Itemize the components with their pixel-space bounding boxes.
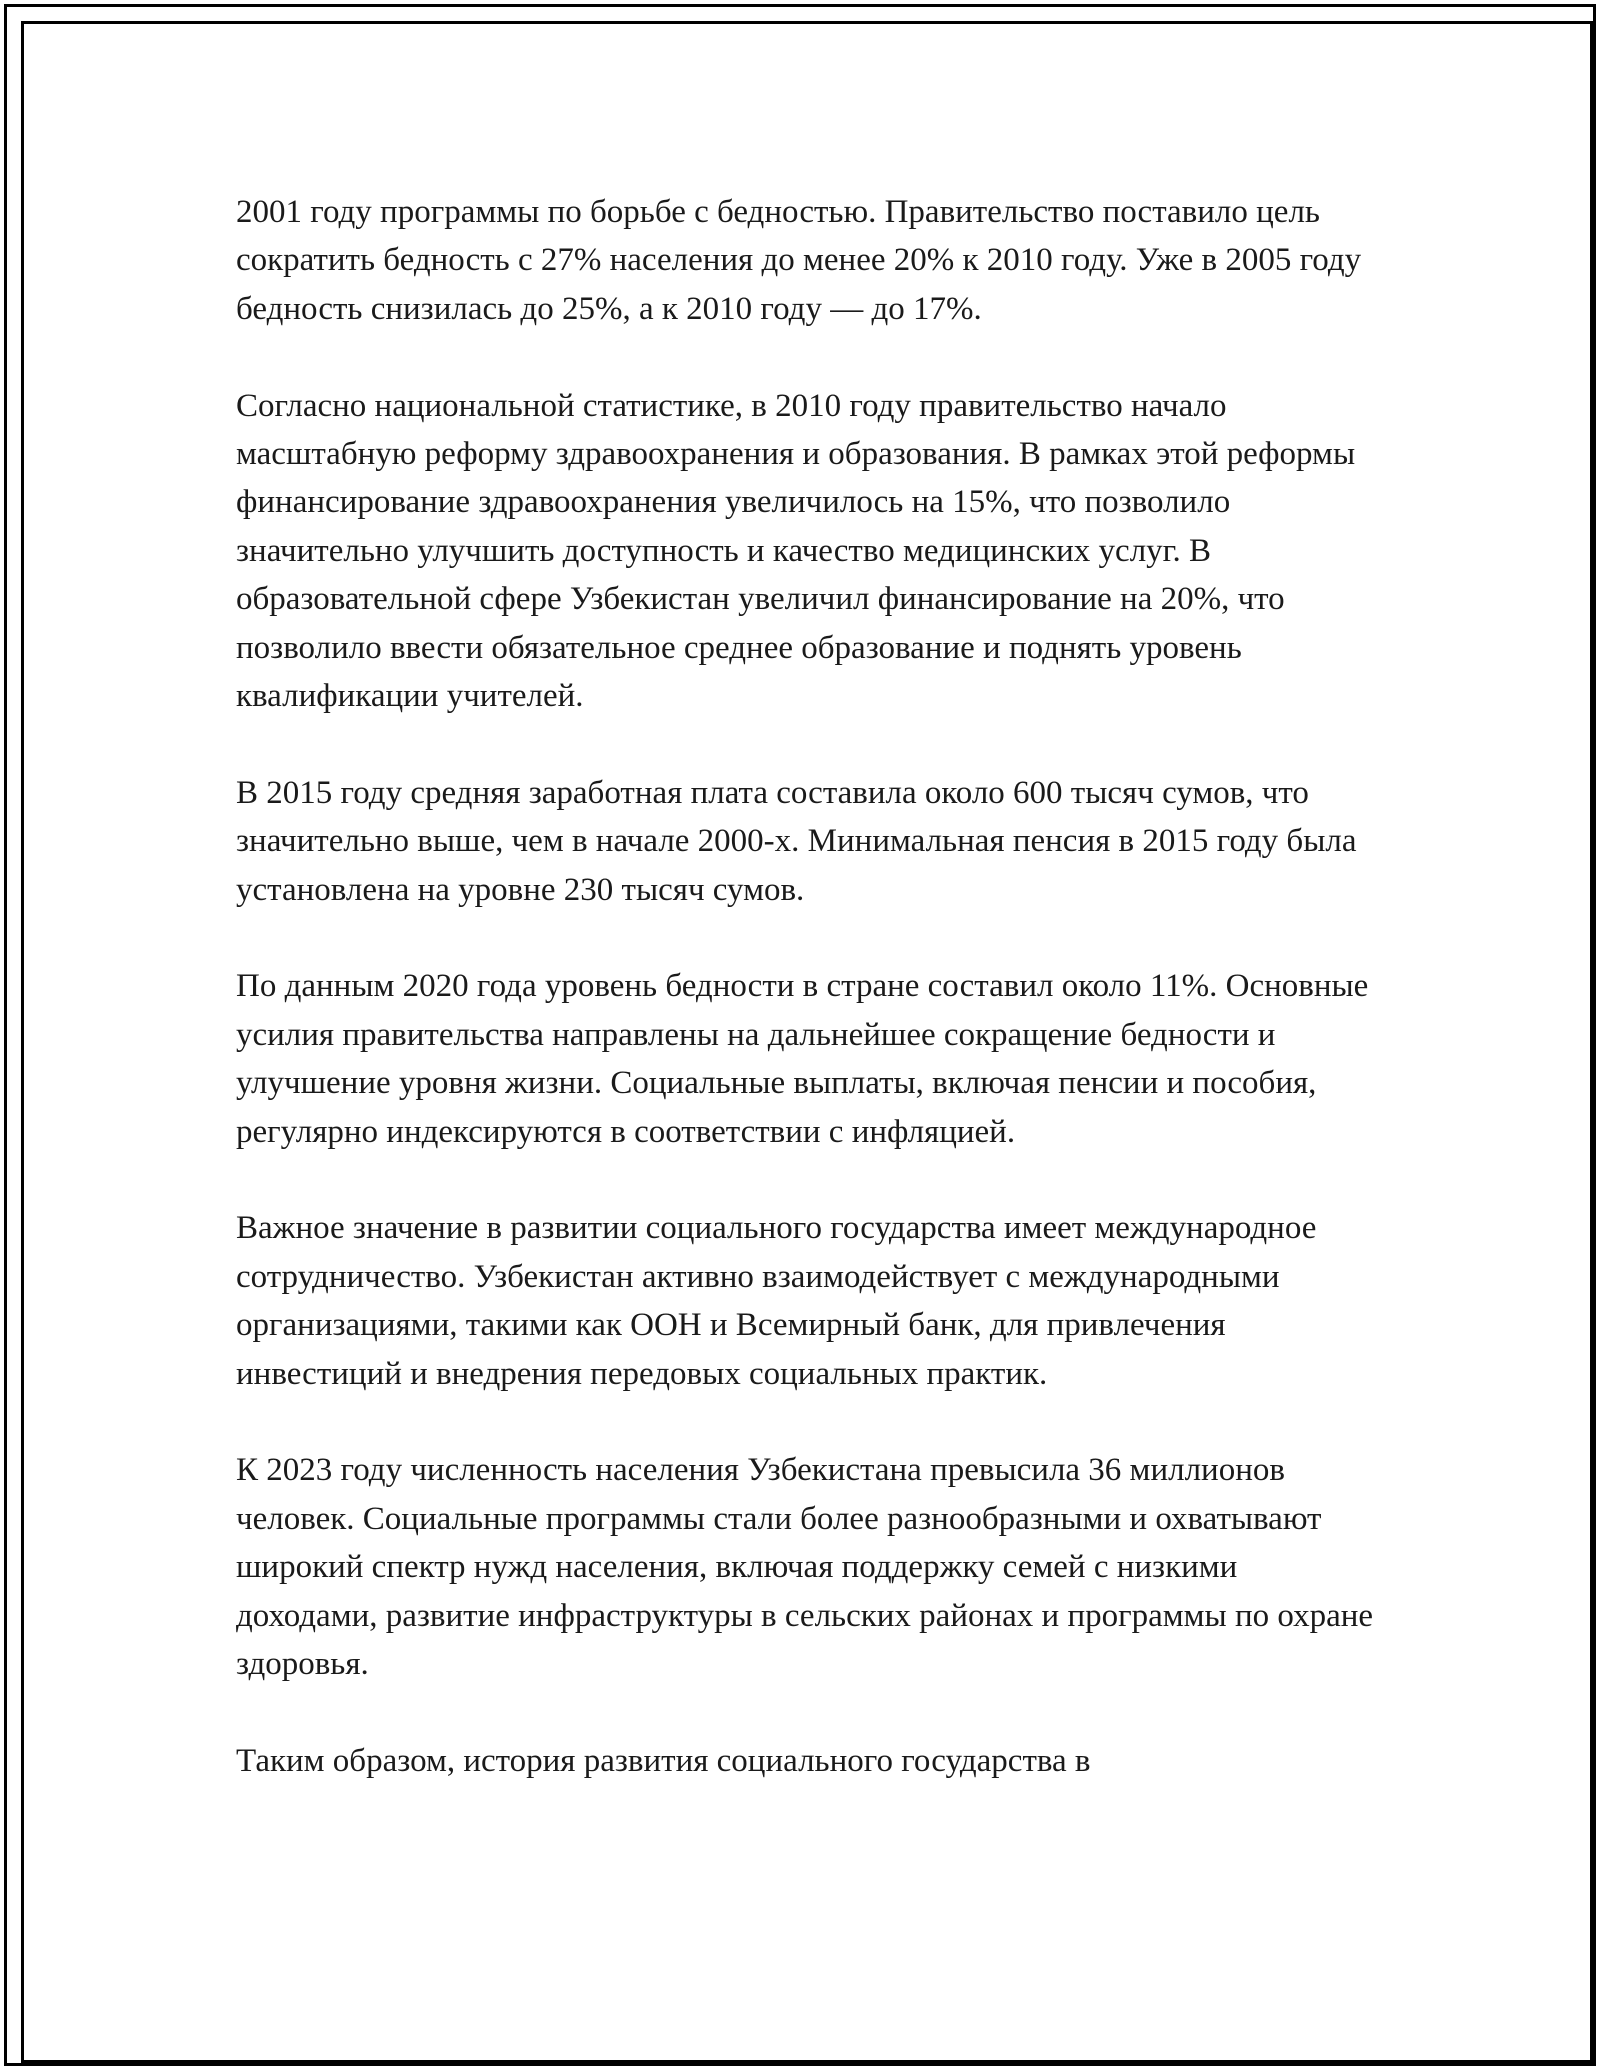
- document-body: [236, 188, 1386, 1785]
- paragraph-wages-pensions-2015: В 2015 году средняя заработная плата составила около 600 тысяч сумов, что значительно выше, чем в начале 2000-х. Минимальная пенсия в 2015 году была установлена на уровне 230 тысяч сумов.: [236, 774, 1357, 908]
- paragraph-population-2023: К 2023 году численность населения Узбекистана превысила 36 миллионов человек. Социальные программы стали более разнообразными и охватывают широкий спектр нужд населения, включая поддержку семей с низкими доходами, развитие инфраструктуры в сельских районах и программы по охране здоровья.: [236, 1452, 1374, 1683]
- paragraph-poverty-program: 2001 году программы по борьбе с бедностью. Правительство поставило цель сократить бедность с 27% населения до менее 20% к 2010 году. Уже в 2005 году бедность снизилась до 25%, а к 2010 году — до 17%.: [236, 194, 1362, 327]
- paragraph-international-cooperation: Важное значение в развитии социального государства имеет международное сотрудничество. Узбекистан активно взаимодействует с международными организациями, такими как ООН и Всемирный банк, для привлечения инвестиций и внедрения передовых социальных практик.: [236, 1210, 1317, 1392]
- paragraph-health-education-reform: Согласно национальной статистике, в 2010 году правительство начало масштабную реформу здравоохранения и образования. В рамках этой реформы финансирование здравоохранения увеличилось на 15%, что позволило значительно улучшить доступность и качество медицинских услуг. В образовательной сфере Узбекистан увеличил финансирование на 20%, что позволило ввести обязательное среднее образование и поднять уровень квалификации учителей.: [236, 387, 1356, 715]
- paragraph-conclusion-start: Таким образом, история развития социального государства в: [236, 1742, 1091, 1779]
- paragraph-poverty-2020: По данным 2020 года уровень бедности в стране составил около 11%. Основные усилия правительства направлены на дальнейшее сокращение бедности и улучшение уровня жизни. Социальные выплаты, включая пенсии и пособия, регулярно индексируются в соответствии с инфляцией.: [236, 968, 1369, 1150]
